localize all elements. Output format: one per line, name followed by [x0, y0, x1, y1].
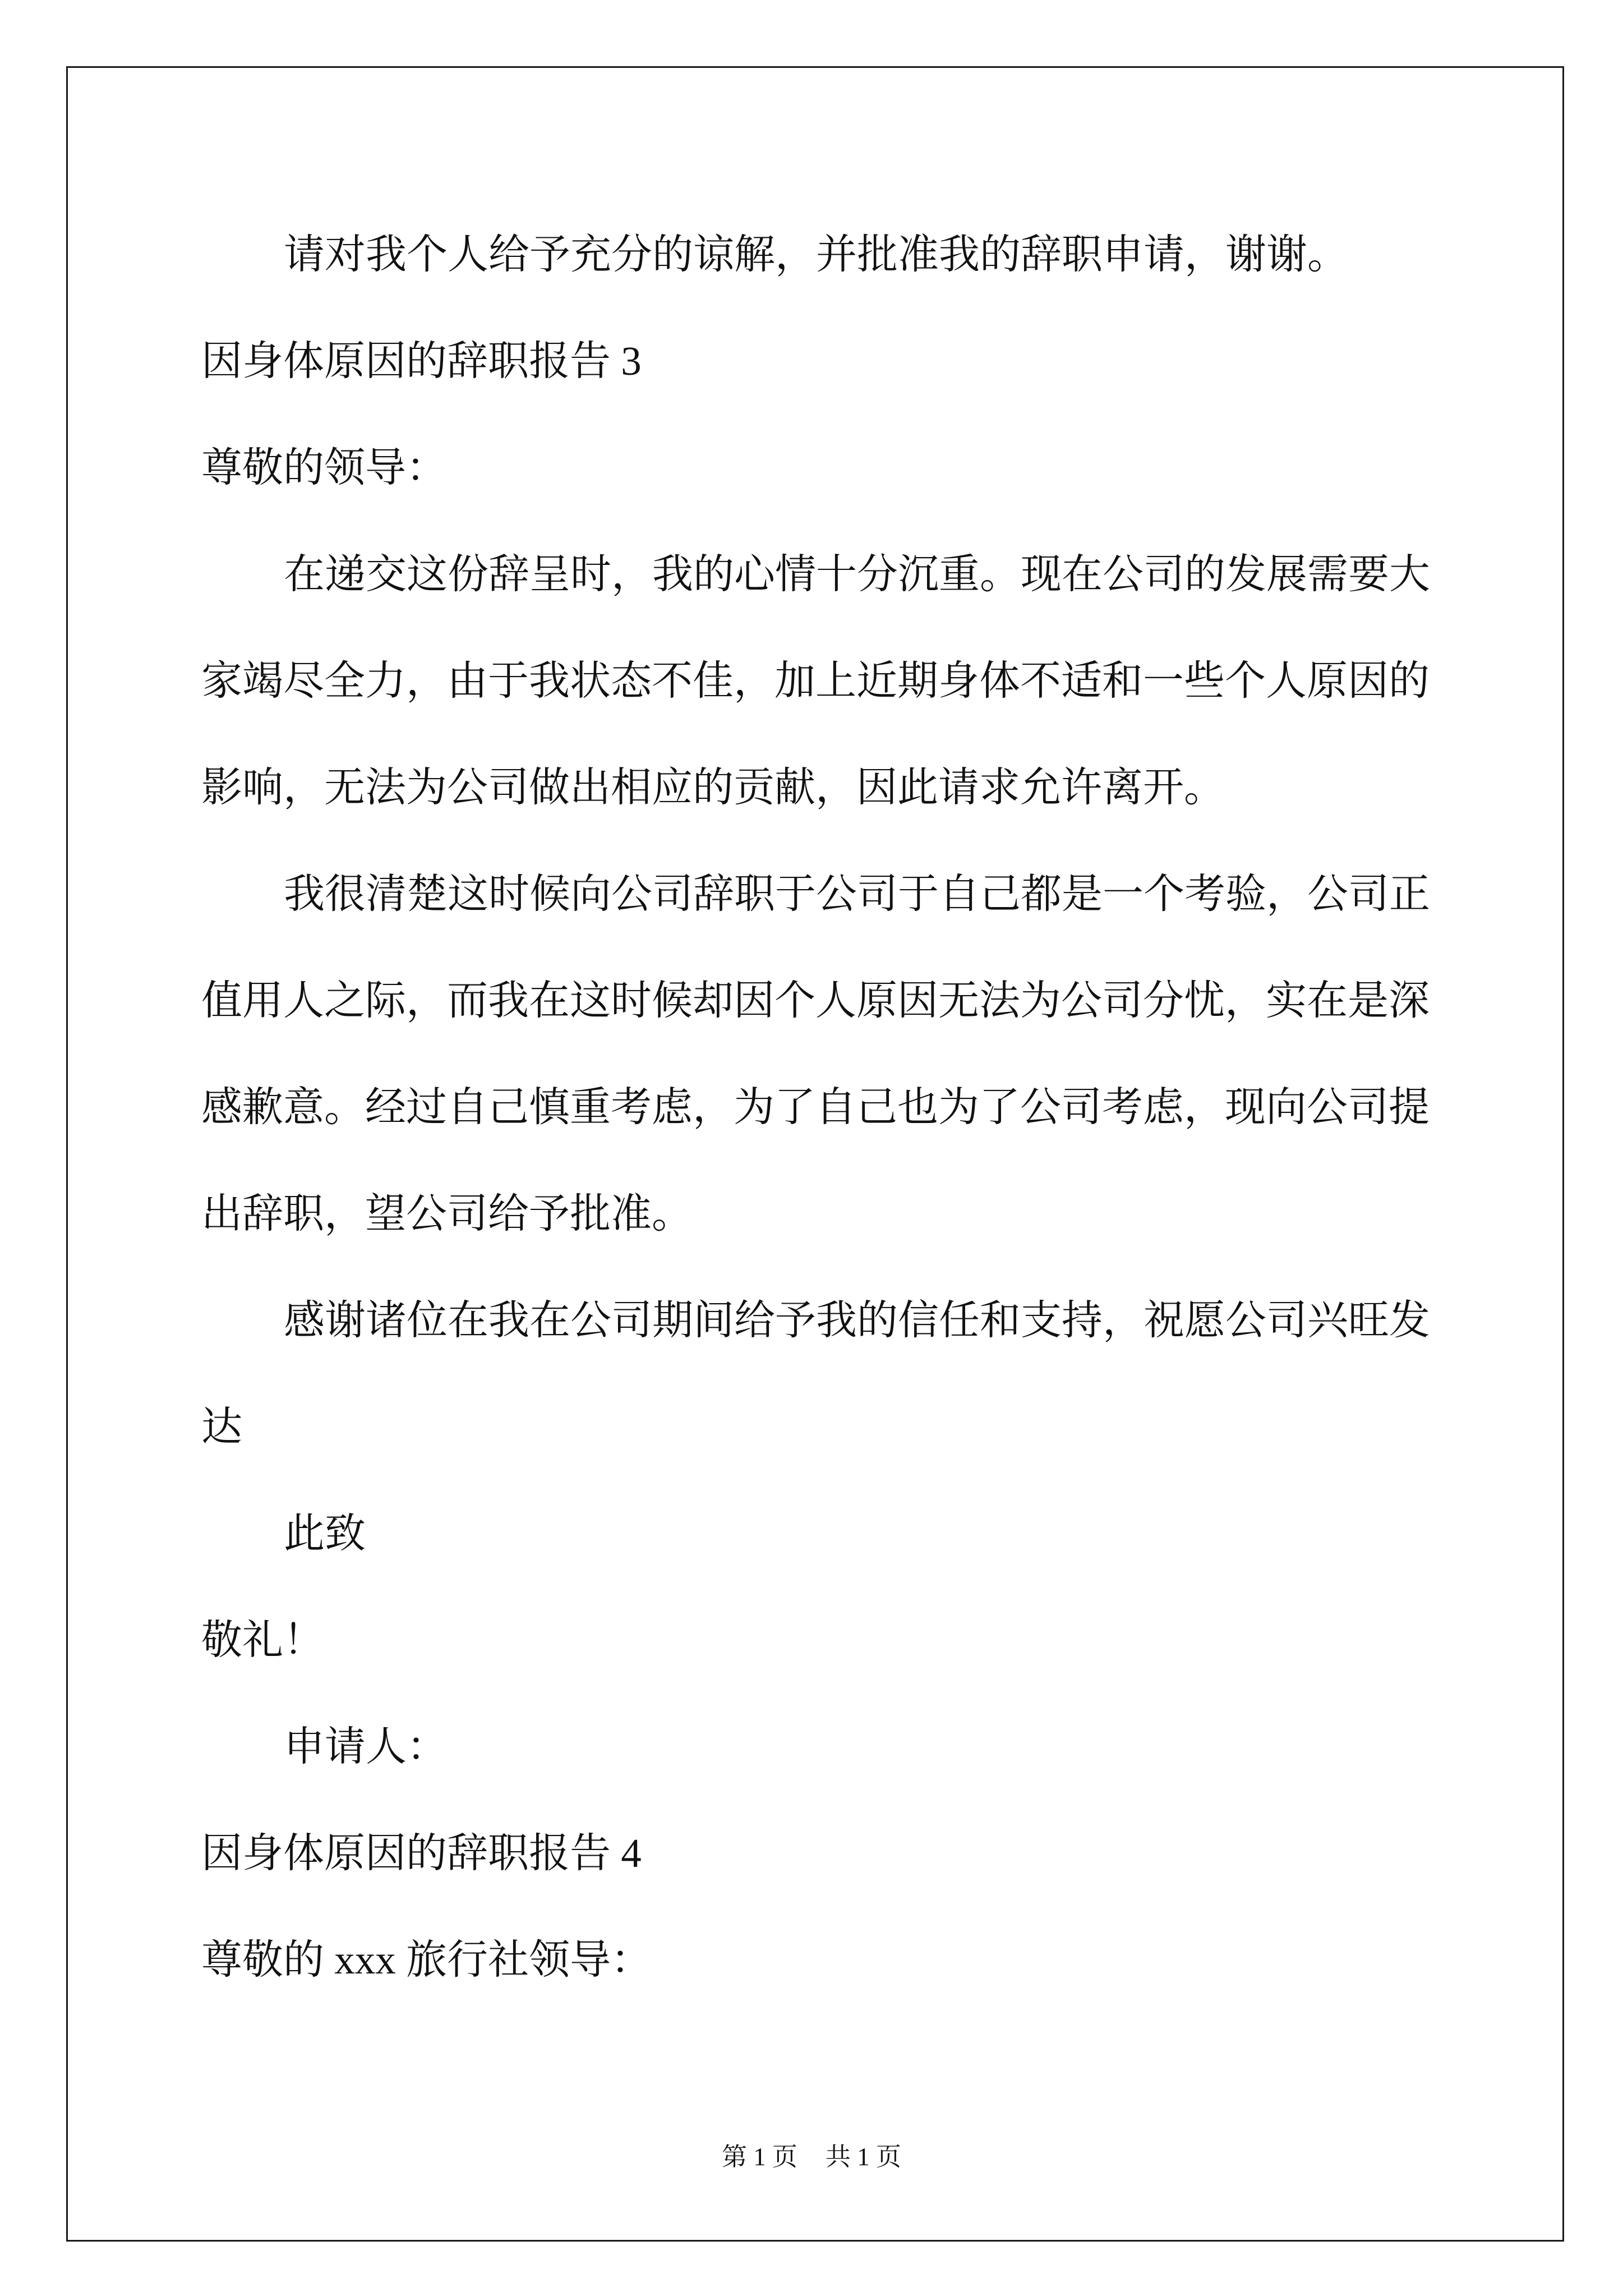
page-total: 共 1 页	[826, 2143, 902, 2171]
section-heading: 因身体原因的辞职报告 3	[201, 338, 642, 384]
closing-salute	[201, 1587, 1446, 1694]
paragraph-closing-request	[201, 201, 1446, 308]
paragraph	[201, 841, 1446, 1267]
salutation-line: 尊敬的 xxx 旅行社领导：	[201, 1937, 652, 1982]
section-heading-3	[201, 308, 1446, 415]
closing-phrase	[201, 1480, 1446, 1587]
text-line: 请对我个人给予充分的谅解，并批准我的辞职申请，谢谢。	[284, 232, 1348, 277]
text-line: 我很清楚这时候向公司辞职于公司于自己都是一个考验，公司正	[284, 871, 1430, 917]
document-body	[201, 201, 1446, 2013]
salutation	[201, 1907, 1446, 2013]
section-heading-4	[201, 1800, 1446, 1907]
salutation-line: 尊敬的领导：	[201, 445, 447, 490]
paragraph	[201, 1267, 1446, 1480]
applicant-label: 申请人：	[284, 1724, 448, 1769]
text-line: 出辞职，望公司给予批准。	[201, 1191, 693, 1236]
salutation	[201, 415, 1446, 521]
text-line: 家竭尽全力，由于我状态不佳，加上近期身体不适和一些个人原因的	[201, 658, 1430, 703]
text-line: 值用人之际，而我在这时候却因个人原因无法为公司分忧，实在是深	[201, 978, 1430, 1023]
text-line: 感歉意。经过自己慎重考虑，为了自己也为了公司考虑，现向公司提	[201, 1084, 1430, 1130]
paragraph	[201, 521, 1446, 841]
text-line: 在递交这份辞呈时，我的心情十分沉重。现在公司的发展需要大	[284, 551, 1430, 597]
closing-line: 此致	[284, 1511, 366, 1556]
page-number: 第 1 页	[721, 2143, 797, 2171]
text-line: 感谢诸位在我在公司期间给予我的信任和支持，祝愿公司兴旺发	[284, 1297, 1430, 1343]
signature-block	[201, 1694, 1446, 1800]
text-line: 影响，无法为公司做出相应的贡献，因此请求允许离开。	[201, 765, 1225, 810]
page-footer	[0, 2137, 1623, 2177]
section-heading: 因身体原因的辞职报告 4	[201, 1830, 642, 1876]
closing-line: 敬礼！	[201, 1617, 324, 1663]
text-line: 达	[201, 1404, 242, 1450]
